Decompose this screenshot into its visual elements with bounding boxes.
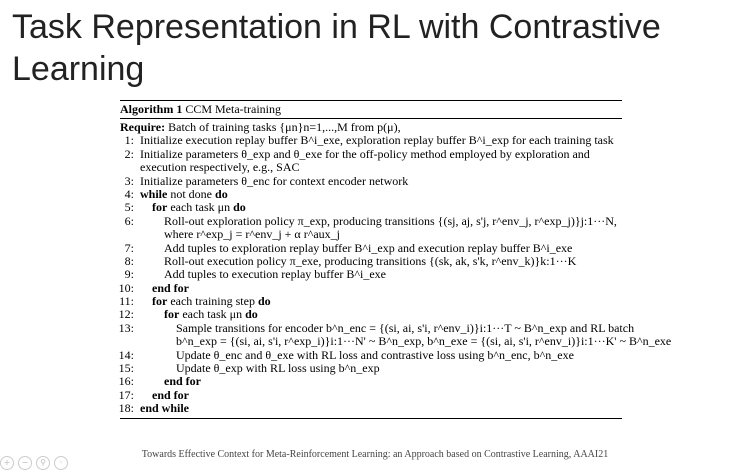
line-number: 16: bbox=[118, 374, 134, 389]
require-text: Batch of training tasks {μn}n=1,...,M from p(μ), bbox=[168, 120, 401, 134]
line-text bbox=[164, 268, 622, 281]
line-text bbox=[140, 161, 622, 174]
algorithm-line bbox=[120, 188, 622, 201]
keyword: do bbox=[245, 307, 258, 322]
algorithm-line bbox=[120, 362, 622, 375]
statement: b^n_exp = {(si, ai, s'i, r^exp_i)}i:1···N' ~ B^n_exp, b^n_exe = {(si, ai, s'i, r^env_i)}i:1···K' ~ B^n_exe bbox=[176, 334, 672, 349]
line-text bbox=[140, 134, 622, 147]
line-text bbox=[176, 334, 672, 349]
algorithm-line bbox=[120, 161, 622, 174]
line-text bbox=[152, 295, 622, 308]
algorithm-header bbox=[120, 101, 622, 118]
fit-icon[interactable]: ◦ bbox=[54, 456, 68, 470]
line-number: 10: bbox=[118, 280, 134, 295]
keyword: end while bbox=[140, 401, 190, 416]
algorithm-line bbox=[120, 402, 622, 415]
line-number: 11: bbox=[119, 294, 134, 309]
algorithm-line bbox=[120, 228, 622, 241]
keyword: for bbox=[152, 200, 168, 215]
keyword: while bbox=[140, 186, 168, 201]
statement: Initialize parameters θ_enc for context encoder network bbox=[140, 173, 409, 188]
statement: each training step bbox=[170, 294, 255, 309]
line-text bbox=[176, 349, 622, 362]
algorithm-lines bbox=[118, 133, 672, 416]
statement: execution respectively, e.g., SAC bbox=[140, 160, 300, 175]
line-number: 12: bbox=[118, 307, 134, 322]
line-text bbox=[176, 320, 635, 335]
keyword: do bbox=[215, 186, 228, 201]
statement: Initialize execution replay buffer B^i_exe, exploration replay buffer B^i_exp for each training task bbox=[140, 133, 614, 148]
line-text bbox=[152, 282, 622, 295]
algorithm-line bbox=[120, 201, 622, 214]
line-text bbox=[164, 375, 622, 388]
line-text bbox=[140, 188, 622, 201]
statement: Sample transitions for encoder b^n_enc = {(si, ai, s'i, r^env_i)}i:1···T ~ B^n_exp and RL batch bbox=[176, 320, 635, 335]
line-number: 14: bbox=[118, 347, 134, 362]
statement: Roll-out execution policy π_exe, producing transitions {(sk, ak, s'k, r^env_k)}k:1···K bbox=[164, 253, 577, 268]
line-number: 5: bbox=[124, 200, 134, 215]
slide-title: Task Representation in RL with Contrastive Learning bbox=[12, 8, 661, 88]
keyword: end for bbox=[152, 387, 189, 402]
line-number: 1: bbox=[124, 133, 134, 148]
line-number: 6: bbox=[124, 213, 134, 228]
algorithm-line bbox=[120, 334, 672, 349]
keyword: do bbox=[257, 294, 271, 309]
line-text bbox=[152, 389, 622, 402]
require-label: Require: bbox=[120, 120, 166, 134]
line-number: 9: bbox=[124, 267, 134, 282]
algorithm-bottom-rule bbox=[120, 418, 622, 419]
zoom-in-icon[interactable]: + bbox=[0, 456, 14, 470]
keyword: end for bbox=[152, 280, 189, 295]
keyword: do bbox=[233, 200, 246, 215]
line-number: 15: bbox=[118, 361, 134, 376]
line-number: 17: bbox=[118, 387, 134, 402]
line-text bbox=[140, 148, 622, 161]
statement: Initialize parameters θ_exp and θ_exe for the off-policy method employed by exploration and bbox=[140, 146, 590, 161]
line-number: 13: bbox=[118, 320, 134, 335]
algorithm-line bbox=[120, 389, 622, 402]
statement: each task μn bbox=[182, 307, 243, 322]
line-text bbox=[164, 242, 622, 255]
search-icon[interactable]: ⚲ bbox=[36, 456, 50, 470]
zoom-out-icon[interactable]: − bbox=[18, 456, 32, 470]
algorithm-name: CCM Meta-training bbox=[185, 102, 281, 116]
slide-caption: Towards Effective Context for Meta-Reinforcement Learning: an Approach based on Contrastive Learning, AAAI21 bbox=[141, 449, 609, 460]
line-text bbox=[164, 308, 622, 321]
line-number: 4: bbox=[124, 186, 134, 201]
line-text bbox=[164, 215, 622, 228]
line-text bbox=[164, 228, 622, 241]
algorithm-line bbox=[120, 282, 622, 295]
algorithm-line bbox=[120, 148, 622, 161]
statement: Add tuples to execution replay buffer B^i_exe bbox=[164, 267, 387, 282]
statement: where r^exp_j = r^env_j + α r^aux_j bbox=[164, 227, 340, 242]
algorithm-label: Algorithm 1 bbox=[120, 102, 183, 116]
algorithm-line bbox=[120, 308, 622, 321]
statement: Add tuples to exploration replay buffer B^i_exp and execution replay buffer B^i_exe bbox=[164, 240, 573, 255]
line-text bbox=[140, 175, 622, 188]
keyword: for bbox=[152, 294, 168, 309]
line-number: 3: bbox=[124, 173, 134, 188]
line-number: 18: bbox=[118, 401, 134, 416]
algorithm-line bbox=[120, 215, 622, 228]
statement: each task μn bbox=[170, 200, 231, 215]
algorithm-line bbox=[118, 320, 635, 335]
line-number: 8: bbox=[124, 253, 134, 268]
line-text bbox=[176, 362, 622, 375]
algorithm-line bbox=[120, 349, 622, 362]
algorithm-line bbox=[120, 134, 622, 147]
line-text bbox=[164, 255, 622, 268]
statement: Update θ_enc and θ_exe with RL loss and contrastive loss using b^n_enc, b^n_exe bbox=[176, 347, 574, 362]
line-number: 7: bbox=[124, 240, 134, 255]
keyword: for bbox=[164, 307, 180, 322]
algorithm-header-rule bbox=[120, 118, 622, 119]
algorithm-line bbox=[120, 295, 622, 308]
algorithm-line bbox=[120, 175, 622, 188]
algorithm-line bbox=[120, 375, 622, 388]
algorithm-line bbox=[120, 242, 622, 255]
algorithm-line bbox=[120, 268, 622, 281]
algorithm-line bbox=[120, 255, 622, 268]
line-text bbox=[152, 201, 622, 214]
line-text bbox=[140, 402, 622, 415]
line-number: 2: bbox=[124, 146, 134, 161]
statement: not done bbox=[170, 186, 213, 201]
statement: Roll-out exploration policy π_exp, producing transitions {(sj, aj, s'j, r^env_j, r^exp_j)}j:1···N, bbox=[164, 213, 617, 228]
algorithm-box bbox=[118, 100, 672, 419]
statement: Update θ_exp with RL loss using b^n_exp bbox=[176, 361, 380, 376]
zoom-controls bbox=[0, 452, 80, 466]
keyword: end for bbox=[164, 374, 201, 389]
algorithm-require bbox=[120, 121, 622, 134]
